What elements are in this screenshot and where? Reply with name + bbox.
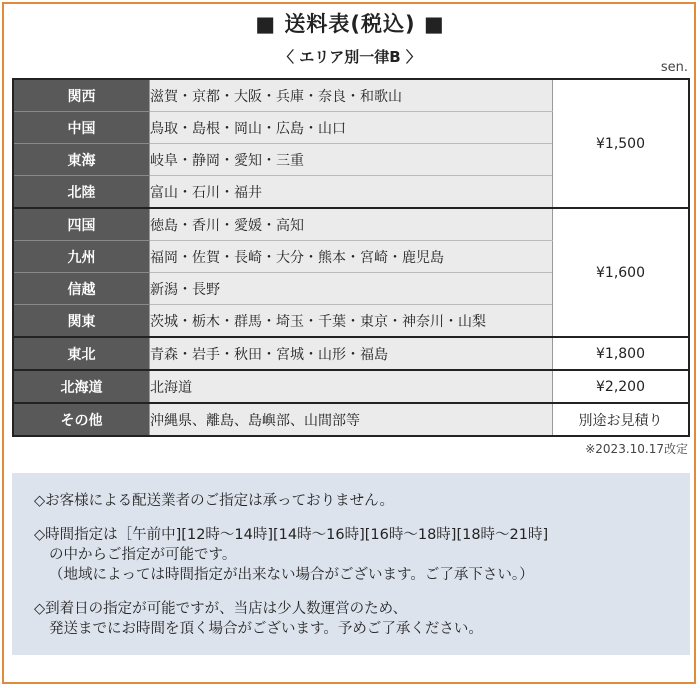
region-cell: 信越 [13, 273, 150, 305]
prefectures-cell: 鳥取・島根・岡山・広島・山口 [150, 112, 553, 144]
prefectures-cell: 福岡・佐賀・長崎・大分・熊本・宮崎・鹿児島 [150, 241, 553, 273]
price-cell: 別途お見積り [553, 403, 690, 436]
note-carrier [34, 491, 690, 511]
region-cell: 関西 [13, 79, 150, 112]
prefectures-cell: 北海道 [150, 370, 553, 403]
prefectures-cell: 青森・岩手・秋田・宮城・山形・福島 [150, 337, 553, 370]
page-title: ■ 送料表(税込) ■ [255, 12, 445, 36]
region-cell: 東海 [13, 144, 150, 176]
prefectures-cell: 岐阜・静岡・愛知・三重 [150, 144, 553, 176]
note-time-designation [34, 525, 690, 585]
region-cell: 北海道 [13, 370, 150, 403]
region-cell: 九州 [13, 241, 150, 273]
note-arrival-date [34, 599, 690, 639]
table-row [13, 337, 689, 370]
table-row [13, 79, 689, 112]
table-row [13, 403, 689, 436]
prefectures-cell: 沖縄県、離島、島嶼部、山間部等 [150, 403, 553, 436]
region-cell: その他 [13, 403, 150, 436]
region-cell: 中国 [13, 112, 150, 144]
price-cell: ¥1,800 [553, 337, 690, 370]
unit-label: sen. [660, 60, 688, 75]
prefectures-cell: 滋賀・京都・大阪・兵庫・奈良・和歌山 [150, 79, 553, 112]
note-line: （地域によっては時間指定が出来ない場合がございます。ご了承下さい。） [49, 567, 534, 583]
prefectures-cell: 新潟・長野 [150, 273, 553, 305]
page-subtitle: 〈 エリア別一律B 〉 [279, 48, 421, 66]
price-cell: ¥1,600 [553, 208, 690, 337]
note-line: ◇到着日の指定が可能ですが、当店は少人数運営のため、 [34, 601, 408, 617]
region-cell: 東北 [13, 337, 150, 370]
note-line: ◇お客様による配送業者のご指定は承っておりません。 [34, 493, 395, 509]
note-line: 発送までにお時間を頂く場合がございます。予めご了承ください。 [49, 621, 483, 637]
table-row [13, 208, 689, 241]
price-cell: ¥2,200 [553, 370, 690, 403]
shipping-rate-table [12, 78, 690, 437]
region-cell: 北陸 [13, 176, 150, 209]
prefectures-cell: 茨城・栃木・群馬・埼玉・千葉・東京・神奈川・山梨 [150, 305, 553, 338]
table-row [13, 370, 689, 403]
price-cell: ¥1,500 [553, 79, 690, 208]
region-cell: 四国 [13, 208, 150, 241]
note-line: ◇時間指定は［午前中][12時～14時][14時～16時][16時～18時][18時～21時] [34, 527, 549, 543]
revision-note: ※2023.10.17改定 [585, 442, 688, 456]
region-cell: 関東 [13, 305, 150, 338]
note-line: の中からご指定が可能です。 [49, 547, 237, 563]
prefectures-cell: 徳島・香川・愛媛・高知 [150, 208, 553, 241]
notes-box [12, 473, 690, 655]
prefectures-cell: 富山・石川・福井 [150, 176, 553, 209]
